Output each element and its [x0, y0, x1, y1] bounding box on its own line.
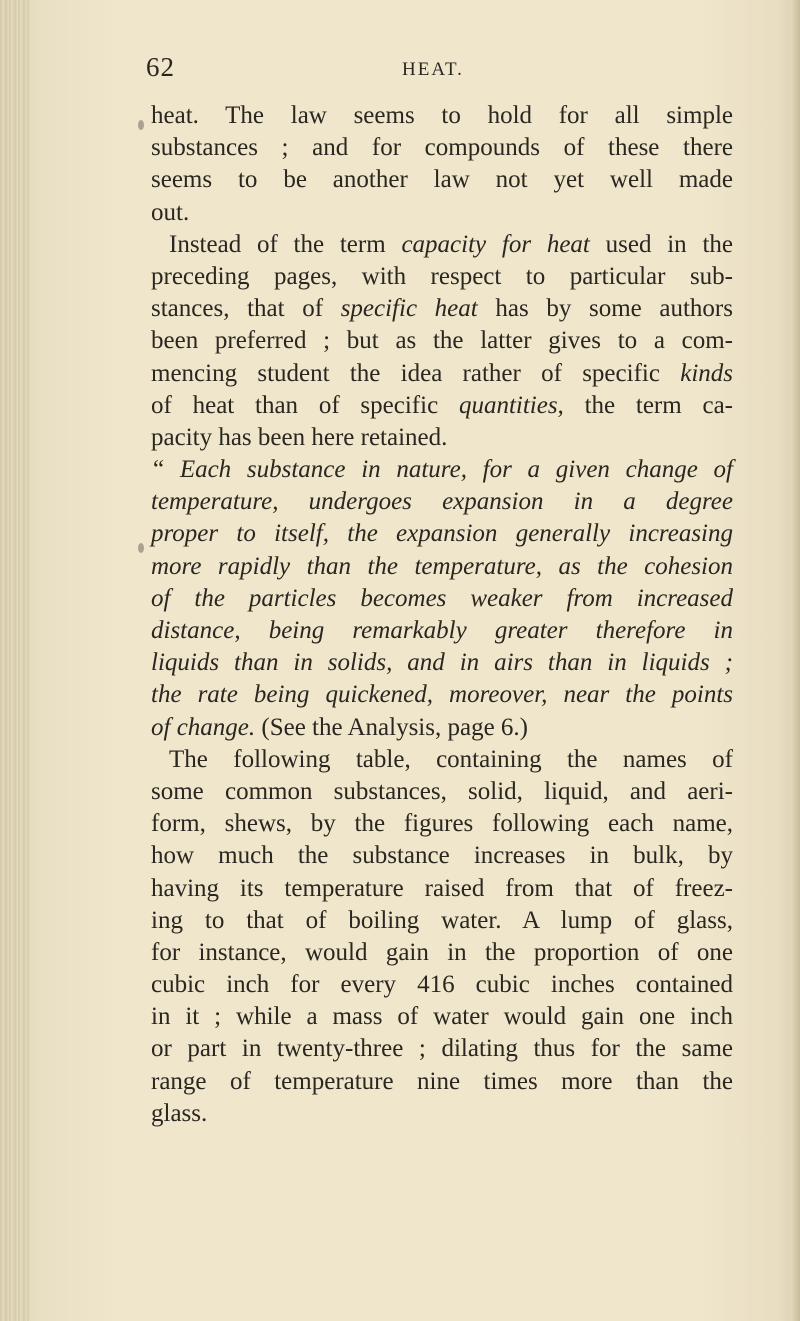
text-run: how much the substance increases in bulk, by: [151, 842, 733, 870]
text-line: [151, 679, 733, 711]
text-run: substances ; and for compounds of these there: [151, 134, 733, 162]
text-run: heat. The law seems to hold for all simple: [151, 102, 733, 129]
text-run: having its temperature raised from that of freez-: [151, 874, 733, 902]
italic-text: more rapidly than the temperature, as the cohesion: [151, 552, 733, 580]
text-run: cubic inch for every 416 cubic inches contained: [151, 971, 733, 999]
text-run: form, shews, by the figures following each name,: [151, 810, 733, 838]
text-run: stances, that of: [151, 295, 341, 323]
text-line: [151, 776, 733, 808]
text-line: [151, 1098, 733, 1130]
page-header: [146, 52, 706, 92]
text-line: [151, 518, 733, 550]
text-run: used in the: [589, 230, 733, 258]
text-run: glass.: [151, 1099, 208, 1127]
text-run: some common substances, solid, liquid, and aeri-: [151, 777, 733, 805]
text-line: [151, 615, 733, 647]
text-run: (See the Analysis, page 6.): [255, 713, 528, 741]
italic-text: of the particles becomes weaker from increased: [151, 584, 733, 612]
text-run: mencing student the idea rather of specific: [151, 359, 681, 387]
text-run: seems to be another law not yet well made: [151, 166, 733, 194]
text-line: [151, 358, 733, 390]
text-line: [151, 551, 733, 583]
text-line: [151, 486, 733, 518]
text-line: [151, 132, 733, 164]
text-run: for instance, would gain in the proportion of one: [151, 938, 733, 966]
text-line: [151, 325, 733, 357]
text-line: [151, 164, 733, 196]
italic-text: proper to itself, the expansion generally increasing: [151, 520, 733, 548]
text-run: the term ca-: [563, 391, 733, 419]
page-right-edge: [790, 0, 800, 1321]
text-line: [151, 197, 733, 229]
text-run: in it ; while a mass of water would gain one inch: [151, 1003, 733, 1031]
text-line: [151, 100, 733, 132]
ink-speck: [138, 120, 144, 130]
text-run: been preferred ; but as the latter gives to a com-: [151, 327, 733, 355]
italic-text: the rate being quickened, moreover, near the points: [151, 681, 733, 709]
text-line: [151, 454, 733, 486]
text-run: ing to that of boiling water. A lump of glass,: [151, 906, 733, 934]
text-line: [151, 1066, 733, 1098]
text-line: [151, 390, 733, 422]
text-line: [151, 1033, 733, 1065]
text-line: [151, 293, 733, 325]
italic-text: quantities,: [458, 391, 564, 419]
text-run: out.: [151, 198, 190, 226]
text-run: preceding pages, with respect to particular sub-: [151, 262, 733, 290]
text-line: [151, 840, 733, 872]
ink-speck: [138, 543, 144, 553]
body-text: [151, 100, 733, 1130]
italic-text: of change.: [151, 713, 256, 741]
text-run: pacity has been here retained.: [151, 423, 448, 451]
text-line: [151, 969, 733, 1001]
text-line: [151, 873, 733, 905]
text-line: [151, 1001, 733, 1033]
page-number: 62: [146, 52, 175, 82]
text-run: or part in twenty-three ; dilating thus for the same: [151, 1035, 733, 1063]
text-run: The following table, containing the names of: [169, 745, 733, 773]
page-gutter-edge: [0, 0, 30, 1321]
text-line: [151, 712, 733, 744]
text-line: [151, 422, 733, 454]
italic-text: temperature, undergoes expansion in a degree: [151, 488, 733, 516]
text-line: [151, 583, 733, 615]
text-run: “: [153, 456, 180, 484]
text-line: [151, 937, 733, 969]
text-run: range of temperature nine times more than the: [151, 1067, 733, 1095]
text-run: Instead of the term: [169, 230, 402, 258]
text-line: [151, 744, 733, 776]
italic-text: distance, being remarkably greater therefore in: [151, 617, 733, 644]
running-head: HEAT.: [402, 59, 464, 80]
text-line: [151, 261, 733, 293]
text-run: of heat than of specific: [151, 391, 459, 419]
text-line: [151, 808, 733, 840]
italic-text: specific heat: [340, 295, 478, 323]
italic-text: Each substance in nature, for a given change of: [179, 456, 733, 484]
italic-text: capacity for heat: [401, 230, 590, 258]
text-line: [151, 647, 733, 679]
italic-text: kinds: [680, 359, 733, 387]
italic-text: liquids than in solids, and in airs than in liquids ;: [151, 649, 733, 677]
text-line: [151, 905, 733, 937]
text-run: has by some authors: [477, 295, 733, 323]
text-line: [151, 229, 733, 261]
